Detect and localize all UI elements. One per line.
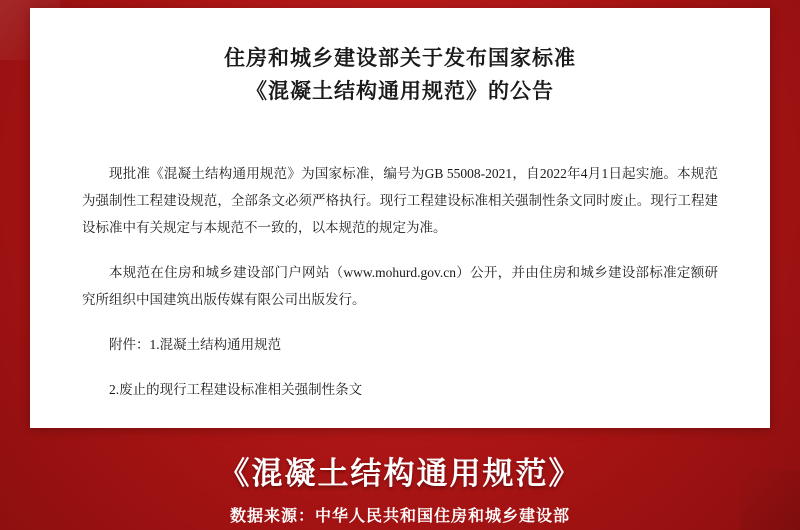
document-title <box>82 42 718 108</box>
document-paragraph-1: 现批准《混凝土结构通用规范》为国家标准，编号为GB 55008-2021，自2022年4月1日起实施。本规范为强制性工程建设规范，全部条文必须严格执行。现行工程建设标准相关强制性条文同时废止。现行工程建设标准中有关规定与本规范不一致的，以本规范的规定为准。 <box>82 166 718 235</box>
footer-source: 数据来源：中华人民共和国住房和城乡建设部 <box>229 508 570 525</box>
document-title-line-1: 住房和城乡建设部关于发布国家标准 <box>224 46 576 70</box>
attachment-label: 附件：1.混凝土结构通用规范 <box>109 337 282 352</box>
document-title-line-2: 《混凝土结构通用规范》的公告 <box>246 79 554 103</box>
footer-title: 《混凝土结构通用规范》 <box>218 456 582 491</box>
document-paragraph-2: 本规范在住房和城乡建设部门户网站（www.mohurd.gov.cn）公开，并由住房和城乡建设部标准定额研究所组织中国建筑出版传媒有限公司出版发行。 <box>82 265 718 307</box>
document-card <box>30 8 770 428</box>
document-body <box>82 160 718 403</box>
poster-footer <box>0 434 800 530</box>
attachment-item-2: 2.废止的现行工程建设标准相关强制性条文 <box>109 382 363 397</box>
document-content <box>30 8 770 403</box>
